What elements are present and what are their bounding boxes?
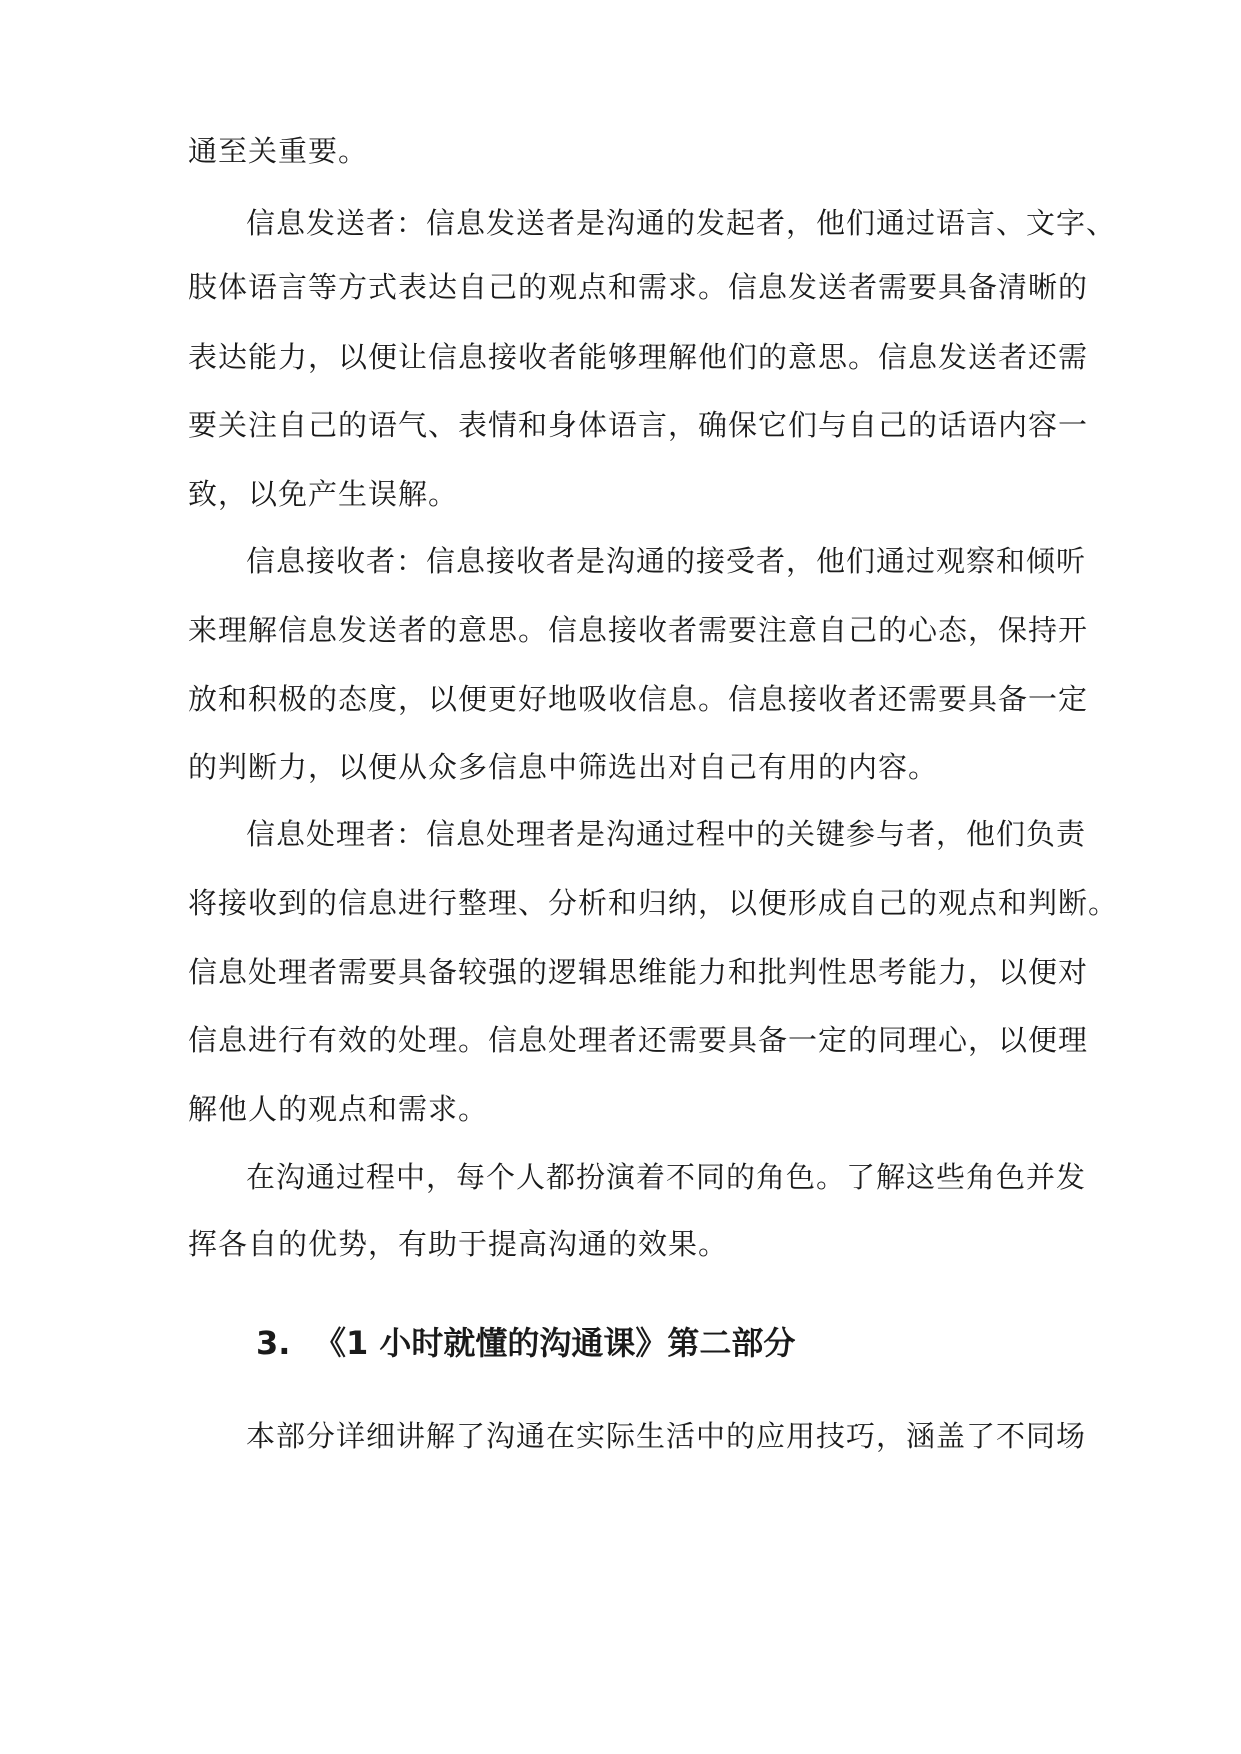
paragraph-line: 信息进行有效的处理。信息处理者还需要具备一定的同理心，以便理 [188,1023,1089,1057]
paragraph-line: 将接收到的信息进行整理、分析和归纳，以便形成自己的观点和判断。 [188,886,1119,920]
paragraph-line: 信息发送者：信息发送者是沟通的发起者，他们通过语言、文字、 [246,206,1117,240]
paragraph-line: 解他人的观点和需求。 [188,1092,489,1126]
paragraph-line: 放和积极的态度，以便更好地吸收信息。信息接收者还需要具备一定 [188,682,1089,716]
paragraph-line: 通至关重要。 [188,134,369,168]
paragraph-line: 来理解信息发送者的意思。信息接收者需要注意自己的心态，保持开 [188,613,1089,647]
paragraph-line: 信息处理者：信息处理者是沟通过程中的关键参与者，他们负责 [246,817,1087,851]
paragraph-line: 挥各自的优势，有助于提高沟通的效果。 [188,1227,729,1261]
section-heading [256,1321,1036,1365]
paragraph-line: 本部分详细讲解了沟通在实际生活中的应用技巧，涵盖了不同场 [246,1419,1087,1453]
section-number: 3. [256,1324,291,1362]
section-title: 《1 小时就懂的沟通课》第二部分 [314,1324,796,1362]
paragraph-line: 要关注自己的语气、表情和身体语言，确保它们与自己的话语内容一 [188,408,1089,442]
paragraph-line: 的判断力，以便从众多信息中筛选出对自己有用的内容。 [188,750,939,784]
paragraph-line: 在沟通过程中，每个人都扮演着不同的角色。了解这些角色并发 [246,1160,1087,1194]
paragraph-line: 致，以免产生误解。 [188,477,459,511]
paragraph-line: 信息接收者：信息接收者是沟通的接受者，他们通过观察和倾听 [246,544,1087,578]
paragraph-line: 表达能力，以便让信息接收者能够理解他们的意思。信息发送者还需 [188,340,1089,374]
paragraph-line: 肢体语言等方式表达自己的观点和需求。信息发送者需要具备清晰的 [188,270,1089,304]
paragraph-line: 信息处理者需要具备较强的逻辑思维能力和批判性思考能力，以便对 [188,955,1089,989]
